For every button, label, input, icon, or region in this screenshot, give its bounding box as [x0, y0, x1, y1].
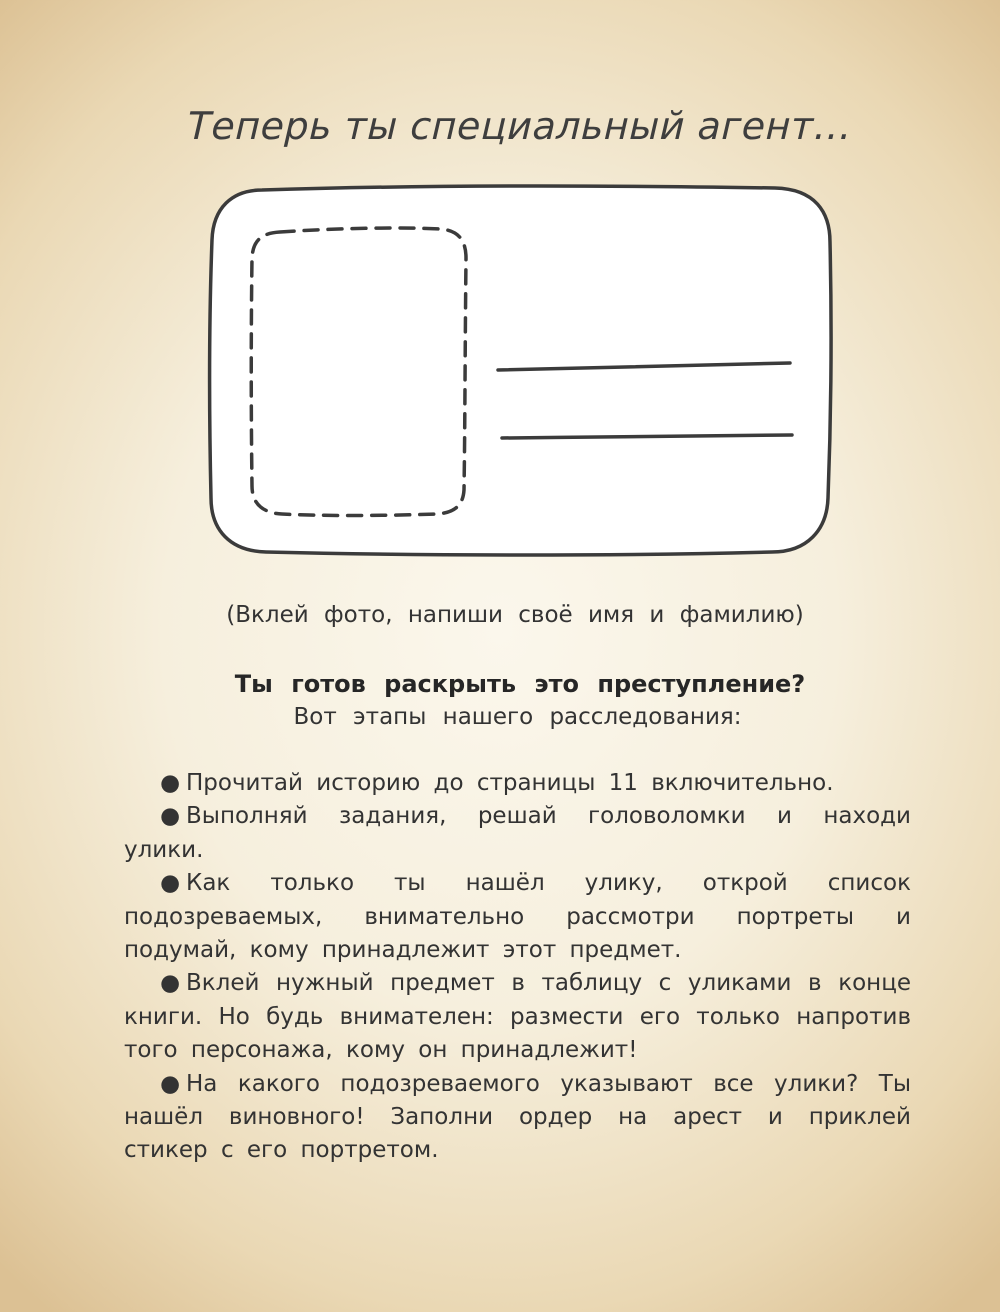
step-text: Как только ты нашёл улику, открой список подозреваемых, внимательно рассмотри портреты и подумай, кому принадлежит этот предмет.: [124, 870, 911, 964]
investigation-subtitle: Вот этапы нашего расследования:: [293, 704, 742, 730]
card-caption: (Вклей фото, напиши своё имя и фамилию): [226, 602, 804, 628]
step-item: [124, 967, 911, 1067]
agent-id-card: [200, 180, 840, 560]
bullet-icon: ●: [160, 803, 181, 830]
investigation-question: Ты готов раскрыть это преступление?: [234, 670, 806, 698]
step-text: Вклей нужный предмет в таблицу с уликами в конце книги. Но будь внимателен: размести его только напротив того персонажа, кому он принадлежит!: [124, 970, 911, 1064]
bullet-icon: ●: [160, 870, 181, 897]
step-item: [124, 767, 911, 800]
step-text: Прочитай историю до страницы 11 включительно.: [186, 770, 834, 796]
step-item: [124, 800, 911, 867]
page-title: Теперь ты специальный агент…: [186, 104, 854, 148]
bullet-icon: ●: [160, 970, 181, 997]
bullet-icon: ●: [160, 770, 181, 796]
step-item: [124, 867, 911, 967]
investigation-steps: [124, 767, 911, 1168]
bullet-icon: ●: [160, 1070, 181, 1097]
step-text: Выполняй задания, решай головоломки и находи улики.: [124, 803, 911, 863]
step-text: На какого подозреваемого указывают все улики? Ты нашёл виновного! Заполни ордер на арест и приклей стикер с его портретом.: [124, 1070, 911, 1164]
step-item: [124, 1068, 911, 1168]
